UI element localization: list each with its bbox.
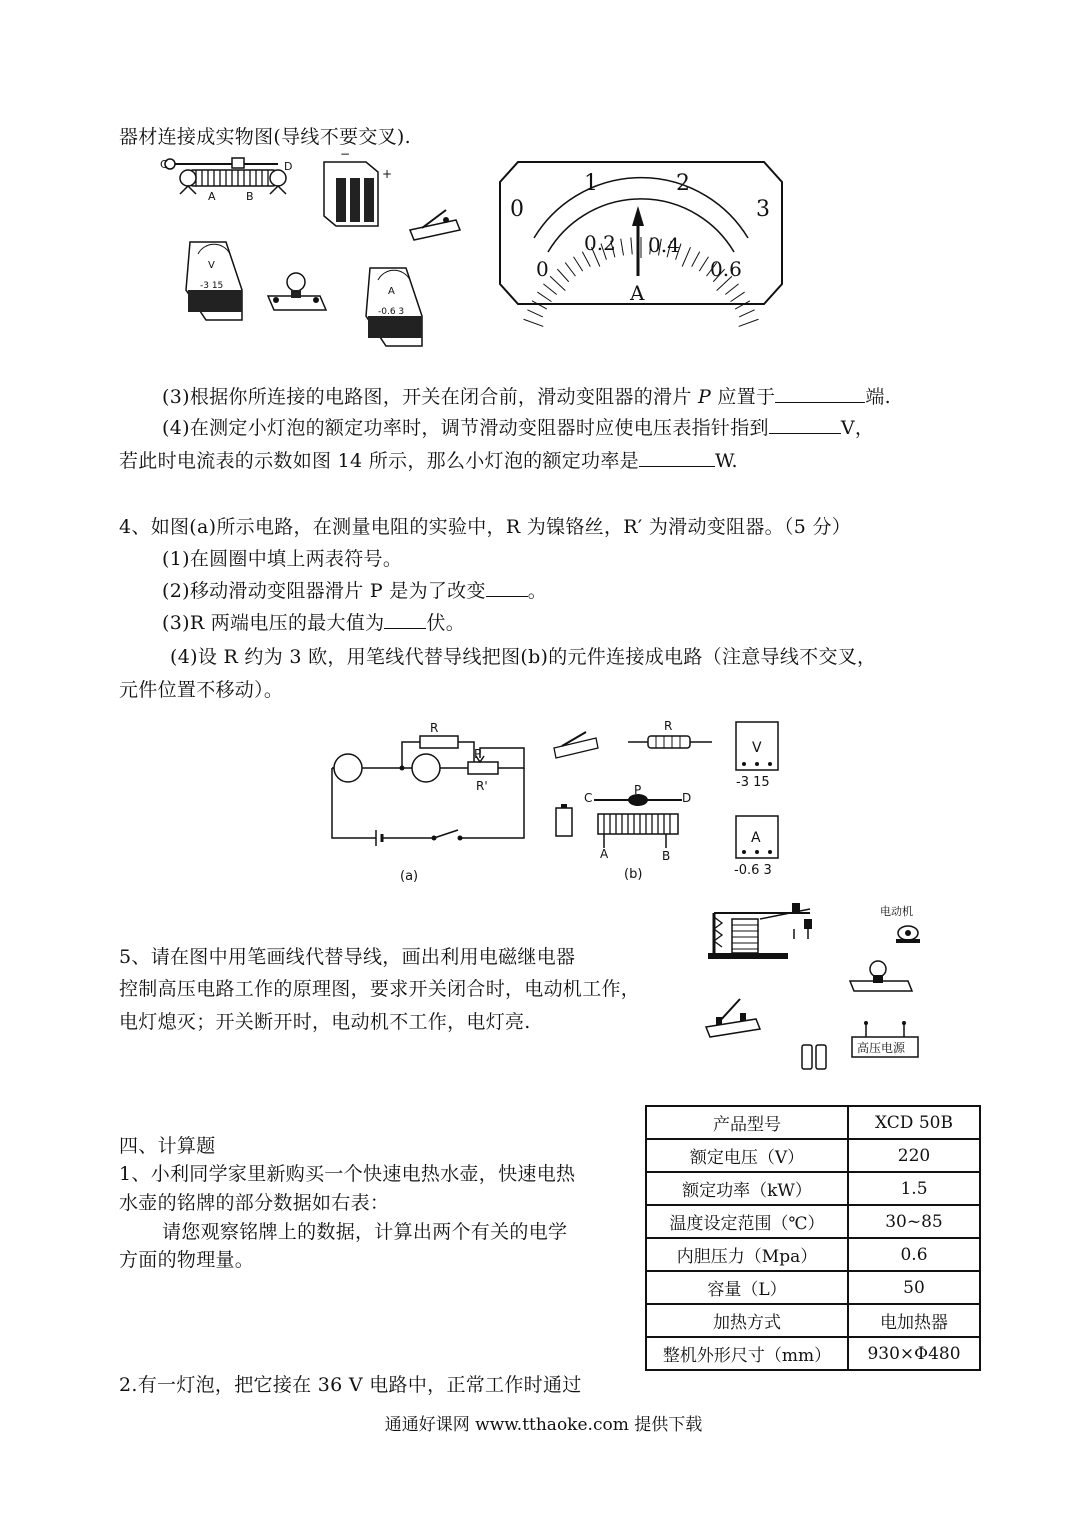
table-row: 温度设定范围（℃） 30~85 (646, 1205, 980, 1238)
q3-blank-end[interactable] (775, 384, 865, 403)
rheostat-icon (160, 158, 292, 203)
q3-part3: (3)根据你所连接的电路图，开关在闭合前，滑动变阻器的滑片 P 应置于 端. (162, 386, 891, 408)
svg-text:R': R' (476, 779, 488, 793)
svg-text:R: R (664, 719, 673, 733)
q4-blank-voltage[interactable] (384, 610, 426, 629)
q4-item3: (3)R 两端电压的最大值为 伏。 (162, 612, 466, 634)
spec-table (645, 1105, 981, 1371)
dial-top-2: 2 (676, 171, 690, 196)
section4-p2: 2.有一灯泡，把它接在 36 V 电路中，正常工作时通过 (119, 1374, 582, 1396)
dial-top-3: 3 (756, 197, 770, 222)
table-row: 内胆压力（Mpa） 0.6 (646, 1238, 980, 1271)
svg-text:A: A (388, 286, 395, 297)
rheostat-d-label: D (284, 160, 293, 173)
table-row: 额定电压（V） 220 (646, 1139, 980, 1172)
section4-p1c: 请您观察铭牌上的数据，计算出两个有关的电学 (162, 1221, 568, 1243)
svg-text:R: R (430, 721, 439, 735)
relay-figure (700, 895, 930, 1079)
svg-text:V: V (208, 260, 215, 271)
meter-circle-1 (334, 754, 362, 782)
svg-text:B: B (662, 849, 671, 863)
svg-text:-0.6 3: -0.6 3 (378, 307, 405, 317)
q5-line2: 控制高压电路工作的原理图，要求开关闭合时，电动机工作， (119, 978, 641, 1000)
meter-circle-2 (412, 754, 440, 782)
switch-icon (410, 210, 460, 240)
equipment-figure (160, 147, 480, 354)
q3-part4b: 若此时电流表的示数如图 14 所示，那么小灯泡的额定功率是 W. (119, 450, 738, 472)
svg-text:+: + (382, 167, 393, 181)
svg-text:-0.6 3: -0.6 3 (734, 863, 772, 878)
svg-text:C: C (584, 791, 593, 805)
rheostat-b-label: B (246, 190, 254, 203)
svg-text:P: P (634, 783, 642, 797)
motor-label: 电动机 (880, 905, 913, 918)
rheostat-c-label: C (160, 158, 168, 171)
circuit-a-figure (328, 718, 528, 892)
svg-text:(a): (a) (400, 869, 419, 884)
svg-text:−: − (340, 147, 351, 161)
table-row: 容量（L） 50 (646, 1271, 980, 1304)
high-voltage-source-icon (852, 1021, 918, 1057)
svg-text:A: A (751, 830, 761, 846)
q4-blank-change[interactable] (486, 578, 528, 597)
page-footer: 通通好课网 www.tthaoke.com 提供下载 (384, 1415, 703, 1435)
svg-text:D: D (682, 791, 692, 805)
dial-top-1: 1 (584, 171, 598, 196)
relay-icon (708, 903, 812, 959)
table-row: 加热方式 电加热器 (646, 1304, 980, 1337)
q3-part4a: (4)在测定小灯泡的额定功率时，调节滑动变阻器时应使电压表指针指到 V， (162, 417, 875, 439)
q4-item1: (1)在圆圈中填上两表符号。 (162, 548, 403, 570)
q5-line3: 电灯熄灭；开关断开时，电动机不工作，电灯亮. (119, 1011, 531, 1033)
svg-text:-3 15: -3 15 (200, 281, 224, 291)
dial-tick (739, 319, 759, 326)
q3-blank-voltage[interactable] (769, 415, 841, 434)
section4-heading: 四、计算题 (119, 1135, 216, 1157)
q3-intro: 器材连接成实物图(导线不要交叉). (119, 126, 411, 148)
rheostat-a-label: A (208, 190, 216, 203)
dial-bottom-2: 0.4 (648, 233, 680, 257)
voltmeter-icon (186, 242, 242, 320)
svg-text:(b): (b) (624, 867, 643, 882)
svg-text:V: V (752, 740, 762, 756)
dial-tick (527, 310, 542, 317)
dial-top-0: 0 (510, 197, 524, 222)
section4-p1b: 水壶的铭牌的部分数据如右表： (119, 1192, 390, 1214)
dial-bottom-3: 0.6 (710, 257, 742, 281)
dial-bottom-0: 0 (536, 257, 549, 281)
svg-text:-3 15: -3 15 (736, 775, 770, 790)
q4-item4: (4)设 R 约为 3 欧，用笔线代替导线把图(b)的元件连接成电路（注意导线不交叉， (170, 646, 877, 668)
svg-text:P: P (474, 747, 482, 761)
svg-text:A: A (600, 847, 609, 861)
table-row: 额定功率（kW） 1.5 (646, 1172, 980, 1205)
dial-bottom-1: 0.2 (584, 231, 616, 255)
dial-unit: A (630, 281, 645, 305)
switch-icon (706, 999, 760, 1037)
ammeter-dial-figure (498, 160, 784, 310)
q4-item2: (2)移动滑动变阻器滑片 P 是为了改变 。 (162, 580, 548, 602)
battery-icon (324, 147, 392, 226)
circuit-b-figure (552, 718, 792, 892)
dial-tick (739, 310, 754, 317)
lamp-icon (268, 273, 326, 310)
q3-blank-power[interactable] (639, 448, 715, 467)
q4-item4b: 元件位置不移动）。 (119, 679, 284, 701)
section4-p1a: 1、小利同学家里新购买一个快速电热水壶，快速电热 (119, 1163, 576, 1185)
hv-source-label: 高压电源 (857, 1041, 906, 1055)
section4-p1d: 方面的物理量。 (119, 1249, 255, 1271)
ammeter-icon (366, 268, 422, 346)
motor-icon (896, 926, 920, 943)
q5-line1: 5、请在图中用笔画线代替导线，画出利用电磁继电器 (119, 946, 576, 968)
lamp-icon (850, 961, 912, 991)
dial-tick (524, 319, 544, 326)
table-row: 整机外形尺寸（mm） 930×Φ480 (646, 1337, 980, 1370)
battery-icon (802, 1045, 826, 1069)
table-row: 产品型号 XCD 50B (646, 1106, 980, 1139)
q4-title: 4、如图(a)所示电路，在测量电阻的实验中，R 为镍铬丝，R′ 为滑动变阻器。（5 分） (119, 516, 852, 538)
